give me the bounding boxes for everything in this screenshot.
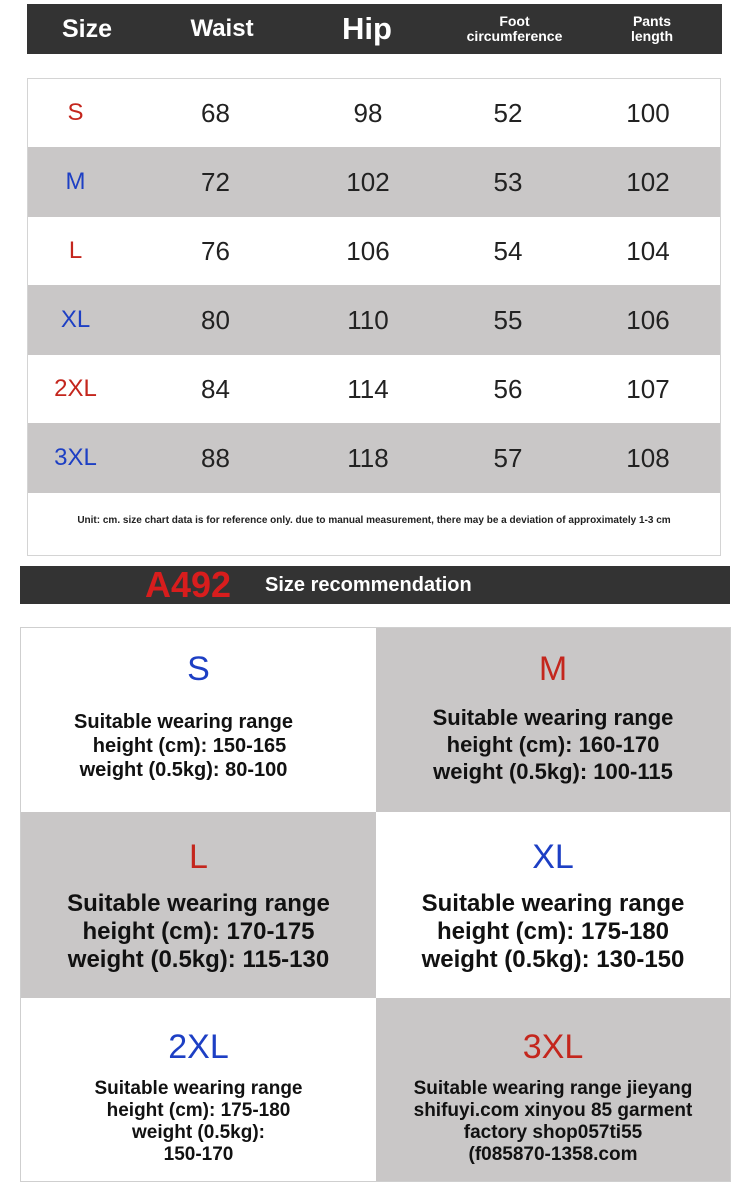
card-size-label: S: [187, 650, 210, 688]
size-recommendation-grid: [20, 627, 731, 1182]
table-row: [28, 355, 720, 423]
card-line: height (cm): 175-180: [106, 1100, 291, 1121]
hip-cell: 98: [353, 97, 383, 128]
table-row: [28, 285, 720, 355]
measurement-note: Unit: cm. size chart data is for reference only. due to manual measurement, there may be a deviation of approximately 1-3 cm: [77, 515, 671, 526]
header-foot-line2: circumference: [466, 28, 563, 44]
waist-cell: 88: [201, 442, 230, 473]
card-line: Suitable wearing range: [94, 1078, 303, 1099]
size-cell: 3XL: [54, 444, 97, 471]
table-row: [28, 147, 720, 217]
size-chart-table: [27, 78, 721, 556]
recommendation-card-s: [21, 628, 376, 812]
size-cell: XL: [60, 306, 91, 333]
card-details: [21, 710, 361, 782]
card-line: height (cm): 150-165: [92, 735, 287, 757]
card-line: weight (0.5kg): 80-100: [79, 759, 288, 781]
card-line: Suitable wearing range: [432, 705, 674, 730]
size-cell: 2XL: [54, 375, 97, 402]
pants-cell: 102: [626, 166, 670, 197]
hip-cell: 110: [347, 304, 389, 335]
size-cell: M: [65, 168, 86, 195]
card-details: [376, 1078, 730, 1166]
card-line: shifuyi.com xinyou 85 garment: [413, 1100, 693, 1121]
foot-cell: 53: [493, 166, 523, 197]
hip-cell: 102: [346, 166, 390, 197]
foot-cell: 56: [493, 373, 523, 404]
header-size: Size: [61, 14, 113, 43]
table-row: [28, 423, 720, 493]
card-size-label: XL: [532, 838, 574, 876]
card-details: [376, 704, 730, 785]
recommendation-card-l: [21, 812, 376, 998]
foot-cell: 52: [493, 97, 523, 128]
size-chart-header: [27, 4, 722, 54]
header-pants-line1: Pants: [632, 13, 672, 29]
table-row: [28, 79, 720, 147]
card-size-label: 3XL: [522, 1028, 584, 1066]
pants-cell: 107: [626, 373, 670, 404]
recommendation-card-3xl: [376, 998, 730, 1181]
product-code: A492: [145, 564, 232, 605]
hip-cell: 106: [346, 235, 390, 266]
card-line: weight (0.5kg): 100-115: [433, 759, 673, 784]
card-details: [376, 890, 730, 974]
banner-title: Size recommendation: [265, 574, 472, 596]
card-line: weight (0.5kg): 130-150: [421, 946, 685, 973]
card-line: Suitable wearing range: [74, 711, 293, 733]
foot-cell: 55: [493, 304, 523, 335]
recommendation-card-2xl: [21, 998, 376, 1181]
card-line: Suitable wearing range: [67, 890, 330, 917]
recommendation-card-xl: [376, 812, 730, 998]
pants-cell: 108: [626, 442, 670, 473]
header-waist: Waist: [190, 15, 254, 42]
header-foot-circumference: [447, 4, 582, 54]
header-hip: Hip: [342, 11, 392, 46]
hip-cell: 114: [347, 373, 389, 404]
size-recommendation-banner: [20, 566, 730, 604]
foot-cell: 54: [493, 235, 523, 266]
card-line: Suitable wearing range jieyang: [413, 1078, 693, 1099]
card-size-label: 2XL: [168, 1028, 229, 1066]
card-details: [21, 1078, 376, 1166]
card-line: height (cm): 175-180: [436, 918, 670, 945]
waist-cell: 68: [201, 97, 230, 128]
size-cell: L: [68, 237, 83, 264]
card-line: 150-170: [163, 1144, 234, 1165]
waist-cell: 72: [201, 166, 230, 197]
card-details: [21, 890, 376, 974]
pants-cell: 100: [626, 97, 670, 128]
waist-cell: 76: [201, 235, 230, 266]
card-line: factory shop057ti55: [463, 1122, 643, 1143]
pants-cell: 104: [626, 235, 670, 266]
table-row: [28, 217, 720, 285]
waist-cell: 80: [201, 304, 230, 335]
card-size-label: M: [538, 650, 568, 688]
recommendation-card-m: [376, 628, 730, 812]
header-foot-line1: Foot: [499, 13, 530, 29]
foot-cell: 57: [493, 442, 523, 473]
card-size-label: L: [189, 838, 208, 876]
card-line: (f085870-1358.com: [468, 1144, 638, 1165]
header-pants-line2: length: [631, 28, 673, 44]
card-line: weight (0.5kg):: [131, 1122, 265, 1143]
card-line: Suitable wearing range: [421, 890, 685, 917]
size-cell: S: [67, 99, 84, 126]
card-line: height (cm): 160-170: [446, 732, 660, 757]
card-line: weight (0.5kg): 115-130: [67, 946, 330, 973]
waist-cell: 84: [201, 373, 230, 404]
pants-cell: 106: [626, 304, 670, 335]
card-line: height (cm): 170-175: [82, 918, 315, 945]
header-pants-length: [592, 4, 712, 54]
hip-cell: 118: [347, 442, 389, 473]
